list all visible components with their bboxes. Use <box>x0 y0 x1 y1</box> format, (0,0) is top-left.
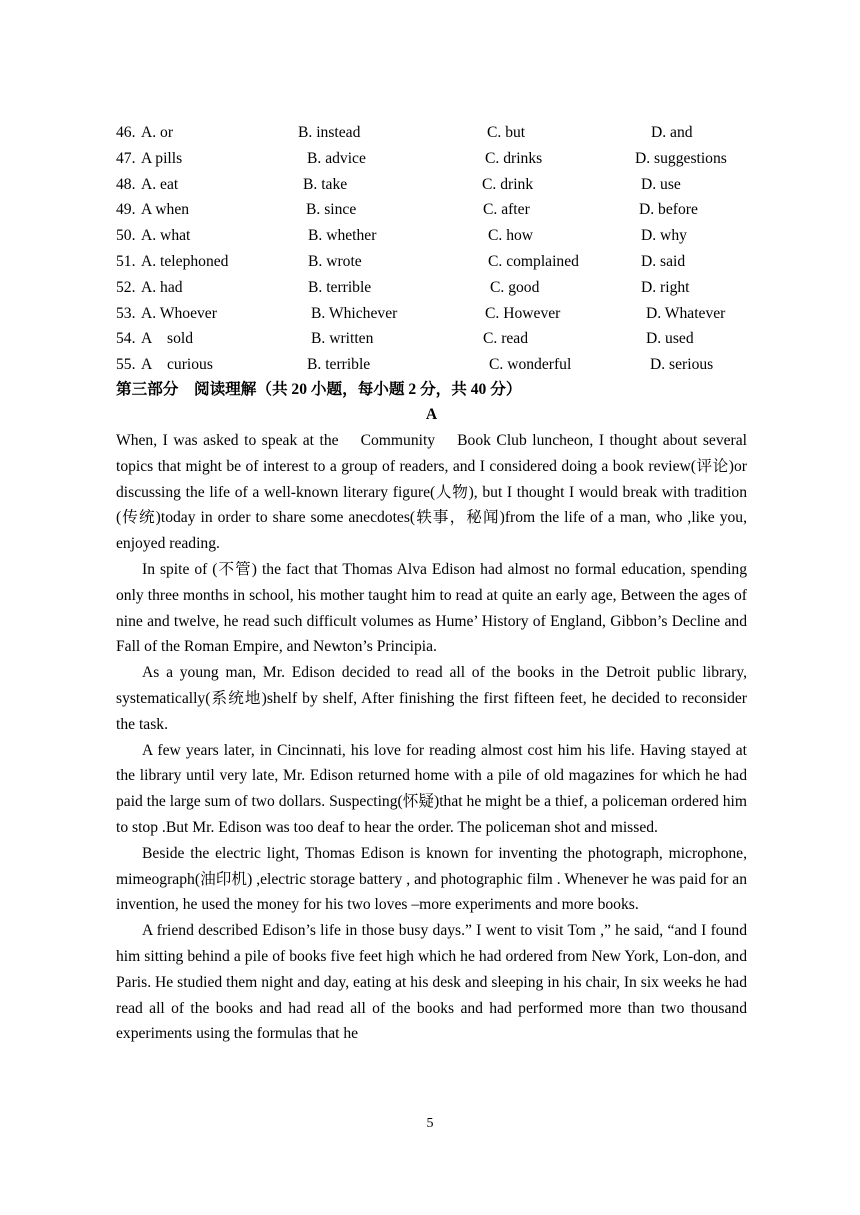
option-c: C. drinks <box>485 149 543 167</box>
option-c: C. but <box>487 124 526 141</box>
option-d: D. right <box>641 278 690 296</box>
reading-passage <box>116 428 751 1047</box>
option-d: D. before <box>639 201 698 219</box>
page-number: 5 <box>426 1116 434 1131</box>
option-a: A. or <box>141 124 174 141</box>
option-b: B. instead <box>298 124 361 141</box>
passage-title: A <box>425 406 438 423</box>
option-d: D. why <box>641 227 687 245</box>
option-c: C. drink <box>482 175 534 193</box>
option-d: D. Whatever <box>646 304 726 322</box>
option-b: B. since <box>306 201 357 219</box>
option-c: C. after <box>483 201 530 219</box>
option-b: B. whether <box>308 227 377 245</box>
option-row <box>116 146 756 172</box>
question-number: 55. <box>116 356 136 374</box>
question-number: 50. <box>116 227 136 245</box>
paragraph: Beside the electric light, Thomas Edison is known for inventing the photograph, microphone, mimeograph(油印机) ,electric storage battery , and photographic film . Whenever he was paid for an invention, he used the money for his two loves –more experiments and more books. <box>116 844 747 914</box>
option-a: A. had <box>141 278 183 296</box>
option-a: A. eat <box>141 175 179 193</box>
option-b: B. terrible <box>308 278 372 296</box>
option-row <box>116 352 756 378</box>
question-number: 51. <box>116 252 136 270</box>
option-d: D. use <box>641 175 681 193</box>
option-row <box>116 301 756 327</box>
option-d: D. said <box>641 252 686 270</box>
option-row <box>116 249 756 275</box>
option-a: A curious <box>141 356 213 374</box>
option-a: A. Whoever <box>141 304 217 322</box>
option-a: A. telephoned <box>141 252 229 270</box>
option-b: B. wrote <box>308 252 362 270</box>
option-row <box>116 275 756 301</box>
option-a: A when <box>141 201 190 219</box>
paragraph: A few years later, in Cincinnati, his love for reading almost cost him his life. Having stayed at the library until very late, Mr. Edison returned home with a pile of old magazines for which he had paid the large sum of two dollars. Suspecting(怀疑)that he might be a thief, a policeman ordered him to stop .But Mr. Edison was too deaf to hear the order. The policeman shot and missed. <box>116 741 747 836</box>
option-a: A. what <box>141 227 191 245</box>
question-number: 48. <box>116 175 136 193</box>
option-d: D. serious <box>650 356 714 374</box>
option-c: C. wonderful <box>489 356 572 374</box>
option-b: B. terrible <box>307 356 371 374</box>
option-b: B. written <box>311 330 374 348</box>
option-c: C. good <box>490 278 540 296</box>
question-number: 49. <box>116 201 136 219</box>
question-number: 46. <box>116 124 136 141</box>
option-d: D. used <box>646 330 694 348</box>
option-a: A pills <box>141 149 183 167</box>
question-number: 53. <box>116 304 136 322</box>
option-row <box>116 172 756 198</box>
paragraph: When, I was asked to speak at the Community Book Club luncheon, I thought about several topics that might be of interest to a group of readers, and I considered doing a book review(评论)or discussing the life of a well-known literary figure(人物), but I thought I would break with tradition (传统)today in order to share some anecdotes(轶事，秘闻)from the life of a man, who ,like you, enjoyed reading. <box>116 432 751 553</box>
option-b: B. advice <box>307 149 366 167</box>
option-c: C. complained <box>488 252 579 270</box>
section-heading: 第三部分 阅读理解（共 20 小题，每小题 2 分，共 40 分） <box>116 381 522 398</box>
option-row <box>116 326 756 352</box>
question-number: 52. <box>116 278 136 296</box>
option-b: B. Whichever <box>311 304 398 322</box>
cloze-options <box>116 120 756 378</box>
option-c: C. However <box>485 304 561 322</box>
option-c: C. read <box>483 330 529 348</box>
question-number: 54. <box>116 330 136 348</box>
option-row <box>116 197 756 223</box>
option-a: A sold <box>141 330 193 348</box>
option-d: D. and <box>651 124 693 141</box>
paragraph: A friend described Edison’s life in those busy days.” I went to visit Tom ,” he said, “and I found him sitting behind a pile of books five feet high which he had ordered from New York, Lon-don, and Paris. He studied them night and day, eating at his desk and sleeping in his chair, In six weeks he had read all of the books and had read all of the books and had performed more than two thousand experiments using the formulas that he <box>116 922 747 1043</box>
option-b: B. take <box>303 175 348 193</box>
paragraph: In spite of (不管) the fact that Thomas Alva Edison had almost no formal education, spending only three months in school, his mother taught him to read at quite an early age, Between the ages of nine and twelve, he read such difficult volumes as Hume’ History of England, Gibbon’s Decline and Fall of the Roman Empire, and Newton’s Principia. <box>116 560 747 656</box>
option-row <box>116 223 756 249</box>
option-c: C. how <box>488 227 534 245</box>
option-row <box>116 120 756 146</box>
question-number: 47. <box>116 149 136 167</box>
option-d: D. suggestions <box>635 149 727 167</box>
paragraph: As a young man, Mr. Edison decided to read all of the books in the Detroit public library, systematically(系统地)shelf by shelf, After finishing the first fifteen feet, he decided to reconsider the task. <box>116 664 747 733</box>
